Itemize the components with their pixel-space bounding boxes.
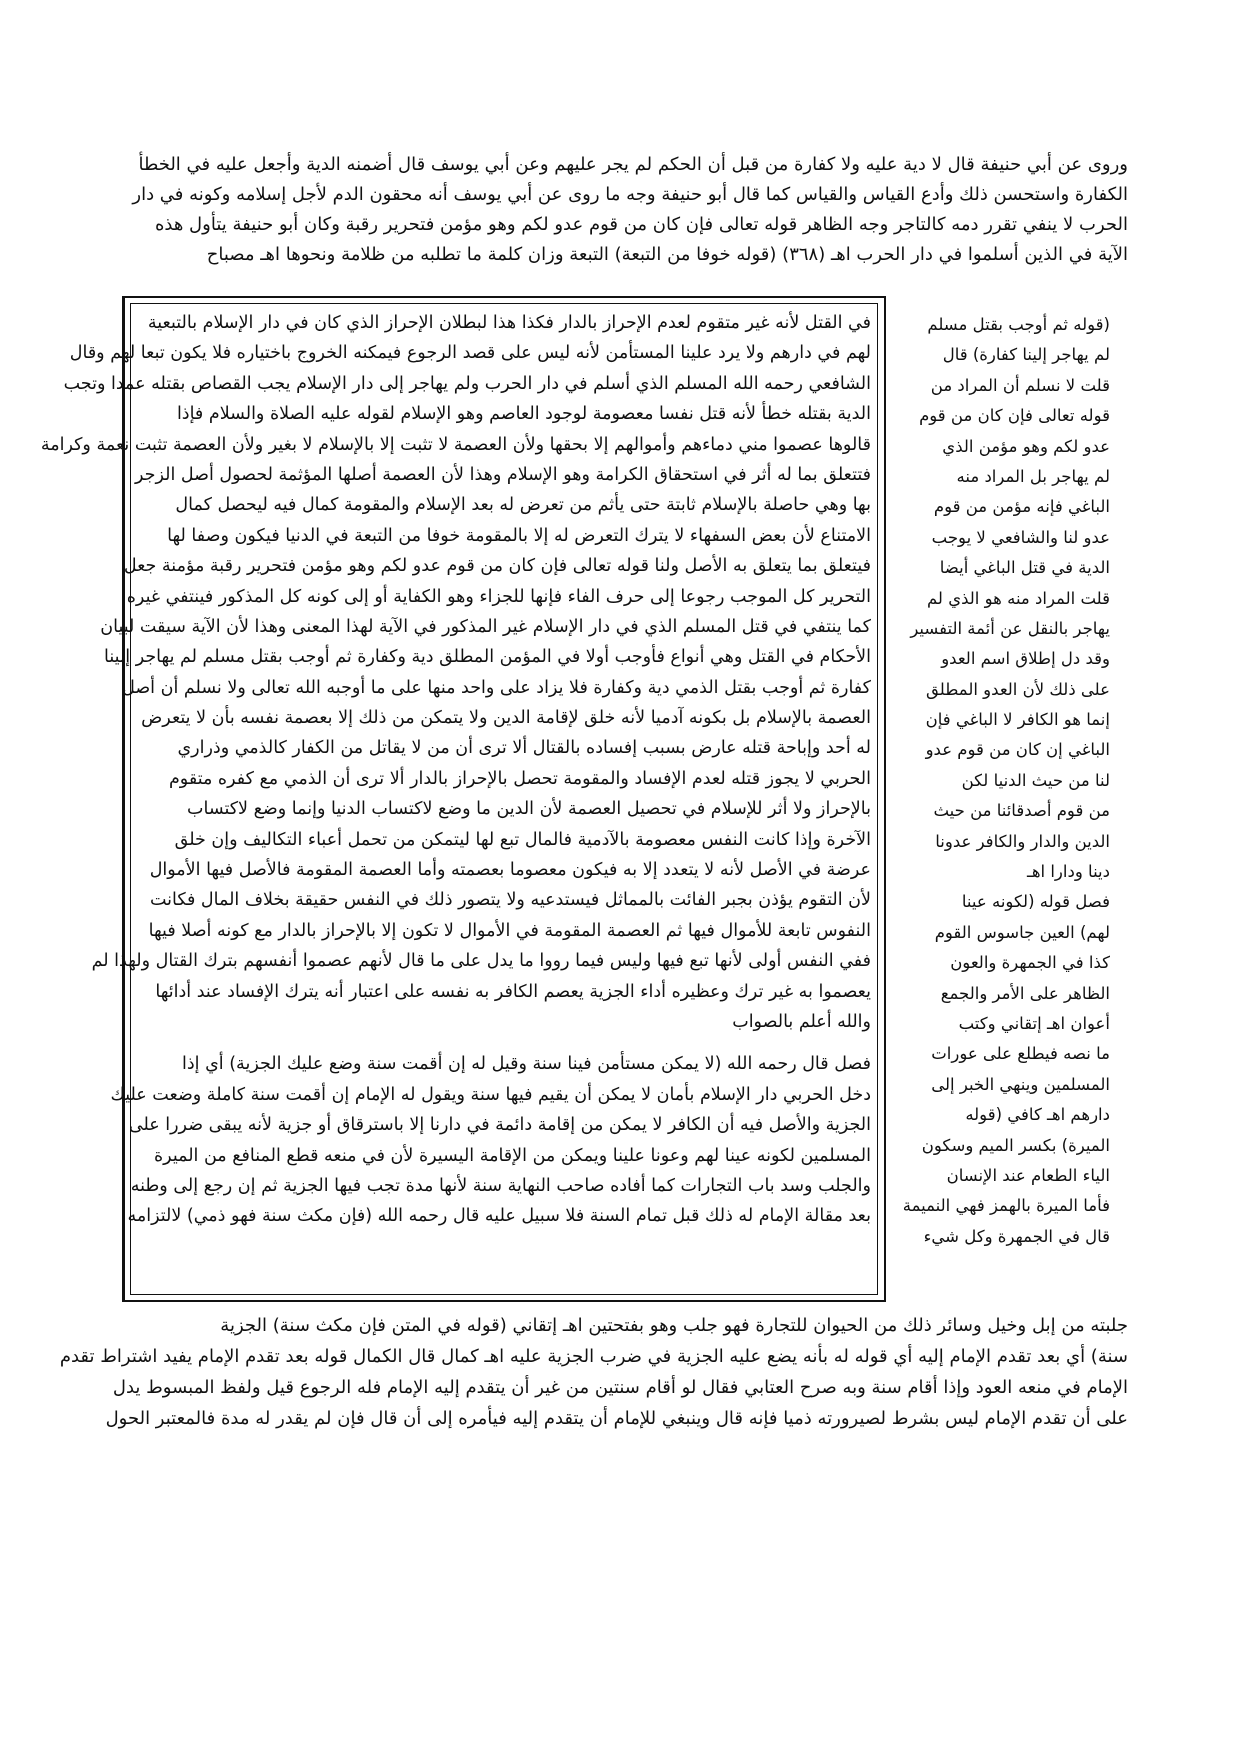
- main-text-line: الأحكام في القتل وهي أنواع فأوجب أولا في المؤمن المطلق دية وكفارة ثم أوجب بقتل مسلم لم يهاجر إلينا: [104, 647, 871, 668]
- main-text-line: بها وهي حاصلة بالإسلام ثابتة حتى يأثم من تعرض له بعد الإسلام والمقومة كمال فيه ليحصل كمال: [175, 495, 871, 516]
- commentary-line: المسلمين وينهي الخبر إلى: [931, 1074, 1110, 1094]
- commentary-line: الدين والدار والكافر عدونا: [935, 831, 1110, 851]
- main-text-line: الحربي لا يجوز قتله لعدم الإفساد والمقومة تحصل بالإحراز بالدار ألا ترى أن الذمي مع كفره متقوم: [168, 768, 871, 789]
- commentary-line: وروى عن أبي حنيفة قال لا دية عليه ولا كفارة من قبل أن الحكم لم يجر عليهم وعن أبي يوسف قال أضمنه الدية وأجعل عليه في الخطأ: [138, 154, 1128, 175]
- commentary-line: دارهم اهـ كافي (قوله: [965, 1105, 1110, 1125]
- commentary-line: الميرة) بكسر الميم وسكون: [921, 1135, 1110, 1155]
- commentary-line: الظاهر على الأمر والجمع: [940, 983, 1110, 1003]
- commentary-line: قوله تعالى فإن كان من قوم: [919, 406, 1110, 426]
- commentary-line: جلبته من إبل وخيل وسائر ذلك من الحيوان للتجارة فهو جلب وهو بفتحتين اهـ إتقاني (قوله في المتن فإن مكث سنة) الجزية: [220, 1315, 1128, 1336]
- main-text-line: الآخرة وإذا كانت النفس معصومة بالآدمية فالمال تبع لها ليتمكن من تحمل أعباء التكاليف وإن خلق: [174, 829, 871, 850]
- commentary-line: الياء الطعام عند الإنسان: [946, 1165, 1110, 1185]
- commentary-line: قال في الجمهرة وكل شيء: [923, 1226, 1110, 1246]
- commentary-line: من قوم أصدقائنا من حيث: [933, 801, 1110, 821]
- main-text-column: [40, 303, 878, 1295]
- top-margin-commentary: [128, 150, 1128, 270]
- commentary-line: لم يهاجر بل المراد منه: [956, 466, 1110, 486]
- commentary-line: أعوان اهـ إتقاني وكتب: [958, 1013, 1110, 1033]
- commentary-line: الكفارة واستحسن ذلك وأدع القياس والقياس كما قال أبو حنيفة وجه ما روى عن أبي يوسف أنه محقون الدم لأجل إسلامه وكونه في دار: [132, 184, 1128, 205]
- main-text-line: له أحد وإباحة قتله عارض بسبب إفساده بالقتال ألا ترى أن من لا يقاتل من الكفار كالذمي وذراري: [177, 738, 871, 759]
- commentary-line: يهاجر بالنقل عن أئمة التفسير: [910, 618, 1110, 638]
- main-text-line: دخل الحربي دار الإسلام بأمان لا يمكن أن يقيم فيها سنة ويقول له الإمام إن أقمت سنة كاملة وضعت عليك: [110, 1084, 871, 1105]
- main-text-line: في القتل لأنه غير متقوم لعدم الإحراز بالدار فكذا هذا لبطلان الإحراز الذي كان في دار الإسلام بالتبعية: [147, 313, 871, 333]
- commentary-line: الآية في الذين أسلموا في دار الحرب اهـ (٣٦٨) (قوله خوفا من التبعة) التبعة وزان كلمة ما تطلبه من ظلامة ونحوها اهـ مصباح: [206, 244, 1128, 265]
- main-text-line: قالوها عصموا مني دماءهم وأموالهم إلا بحقها ولأن العصمة لا تثبت إلا بالإسلام لا بغير ولأن العصمة تثبت نعمة وكرامة: [40, 434, 871, 455]
- section-heading-line: فصل قال رحمه الله (لا يمكن مستأمن فينا سنة وقيل له إن أقمت سنة وضع عليك الجزية) أي إذا: [182, 1054, 871, 1075]
- main-text-line: التحرير كل الموجب رجوعا إلى حرف الفاء فإنها للجزاء وهو الكفاية أو إلى كونه كل المذكور فينتفي غيره: [126, 586, 871, 607]
- commentary-line: لهم) العين جاسوس القوم: [934, 922, 1110, 942]
- main-text-line: كما ينتفي في قتل المسلم الذي في دار الإسلام غير المذكور في الآية لهذا المعنى وهذا لأن الآية سيقت لبيان: [100, 616, 871, 637]
- bottom-margin-commentary: [59, 1310, 1128, 1434]
- main-text-line: ففي النفس أولى لأنها تبع فيها وليس فيما رووا ما يدل على ما قال لأنهم عصموا أنفسهم بترك القتال ولهذا لم: [91, 951, 871, 972]
- main-text-line: يعصموا به غير ترك وعظيره أداء الجزية يعصم الكافر به نفسه على اعتبار أنه يترك الإفساد عند أدائها: [155, 981, 871, 1002]
- main-text-line: بعد مقالة الإمام له ذلك قبل تمام السنة فلا سبيل عليه قال رحمه الله (فإن مكث سنة فهو ذمي) لالتزامه: [127, 1206, 871, 1227]
- main-text-line: والجلب وسد باب التجارات كما أفاده صاحب النهاية سنة لأنها مدة تجب فيها الجزية ثم إن رجع إلى وطنه: [130, 1175, 871, 1196]
- commentary-line: سنة) أي بعد تقدم الإمام إليه أي قوله له بأنه يضع عليه الجزية في ضرب الجزية عليه اهـ كمال قال الكمال قوله بعد تقدم الإمام يفيد اشتراط تقدم: [59, 1346, 1128, 1367]
- commentary-line: ما نصه فيطلع على عورات: [931, 1044, 1110, 1064]
- side-margin-commentary: [900, 310, 1110, 1300]
- main-text-line: الامتناع لأن بعض السفهاء لا يترك التعرض له إلا بالمقومة خوفا من التبعة في الدنيا فيكون وصفا لها: [167, 525, 871, 546]
- commentary-line: على ذلك لأن العدو المطلق: [926, 679, 1110, 699]
- commentary-line: عدو لنا والشافعي لا يوجب: [931, 527, 1110, 547]
- main-text-line: لأن التقوم يؤذن بجبر الفائت بالمماثل فيستدعيه ولا يتصور ذلك في النفس حقيقة بخلاف المال فكانت: [149, 890, 871, 911]
- commentary-line: الباغي إن كان من قوم عدو: [925, 740, 1110, 760]
- main-text-line: الجزية والأصل فيه أن الكافر لا يمكن من إقامة دائمة في دارنا إلا باسترقاق أو جزية لأنه يبقى ضررا على: [128, 1115, 871, 1136]
- main-text-line: بالإحراز ولا أثر للإسلام في تحصيل العصمة لأن الدين ما وضع لاكتساب الدنيا وإنما وضع لاكتساب: [187, 799, 871, 820]
- commentary-line: قلت لا نسلم أن المراد من: [930, 375, 1110, 395]
- commentary-line: لنا من حيث الدنيا لكن: [961, 770, 1110, 790]
- main-text-line: العصمة بالإسلام بل بكونه آدميا لأنه خلق لإقامة الدين ولا يتمكن من ذلك إلا بعصمة نفسه بأن لا يتعرض: [141, 708, 871, 729]
- commentary-line: فصل قوله (لكونه عينا: [961, 892, 1110, 912]
- commentary-line: (قوله ثم أوجب بقتل مسلم: [927, 315, 1110, 334]
- main-text-line: الدية بقتله خطأ لأنه قتل نفسا معصومة لوجود العاصم وهو الإسلام لقوله عليه الصلاة والسلام فإذا: [176, 404, 871, 425]
- main-text-line: والله أعلم بالصواب: [732, 1011, 871, 1032]
- main-text-line: كفارة ثم أوجب بقتل الذمي دية وكفارة فلا يزاد على واحد منها على ما أوجبه الله تعالى ولا نسلم أن أصل: [122, 677, 871, 698]
- commentary-line: على أن تقدم الإمام ليس بشرط لصيرورته ذميا فإنه قال وينبغي للإمام أن يتقدم إليه فيأمره إلى أن قال فإن لم يقدر له مدة فالمعتبر الحول: [105, 1408, 1128, 1429]
- commentary-line: وقد دل إطلاق اسم العدو: [941, 649, 1110, 669]
- main-text-line: الشافعي رحمه الله المسلم الذي أسلم في دار الحرب ولم يهاجر إلى دار الإسلام يجب القصاص بقتله عمدا وتجب: [63, 373, 871, 394]
- commentary-line: الدية في قتل الباغي أيضا: [939, 558, 1110, 578]
- main-text-line: المسلمين لكونه عينا لهم وعونا علينا ويمكن من الإقامة اليسيرة لأن في منعه قطع المنافع من الميرة: [154, 1145, 871, 1166]
- main-text-line: عرضة في الأصل لأنه لا يتعدد إلا به فيكون معصوما بعصمته وأما العصمة المقومة فالأصل فيها الأموال: [149, 860, 871, 881]
- main-text-line: فتتعلق بما له أثر في استحقاق الكرامة وهو الإسلام وهذا لأن العصمة أصلها المؤثمة لحصول أصل الزجر: [135, 464, 871, 485]
- commentary-line: الإمام في منعه العود وإذا أقام سنة وبه صرح العتابي فقال لو أقام سنتين من غير أن يتقدم إليه الإمام فله الرجوع قيل ولفظ المبسوط يدل: [112, 1377, 1128, 1398]
- commentary-line: عدو لكم وهو مؤمن الذي: [942, 436, 1110, 456]
- commentary-line: قلت المراد منه هو الذي لم: [926, 588, 1110, 608]
- main-text-line: فيتعلق بما يتعلق به الأصل ولنا قوله تعالى فإن كان من قوم عدو لكم وهو مؤمن فتحرير رقبة مؤمنة جعل: [123, 556, 871, 577]
- main-text-line: النفوس تابعة للأموال فيها ثم العصمة المقومة في الأموال لا تكون إلا بالإحراز بالدار مع كونه أصلا فيها: [148, 920, 871, 941]
- main-text-line: لهم في دارهم ولا يرد علينا المستأمن لأنه ليس على قصد الرجوع فيمكنه الخروج باختياره فلا يكون تبعا لهم وقال: [69, 343, 871, 364]
- commentary-line: الباغي فإنه مؤمن من قوم: [933, 497, 1110, 517]
- commentary-line: الحرب لا ينفي تقرر دمه كالتاجر وجه الظاهر قوله تعالى فإن كان من قوم عدو لكم وهو مؤمن فتحرير رقبة وكان أبو حنيفة يتأول هذه: [154, 214, 1128, 235]
- commentary-line: فأما الميرة بالهمز فهي النميمة: [902, 1196, 1110, 1216]
- commentary-line: دينا ودارا اهـ: [1026, 862, 1110, 882]
- commentary-line: إنما هو الكافر لا الباغي فإن: [925, 710, 1110, 730]
- commentary-line: كذا في الجمهرة والعون: [950, 953, 1110, 973]
- commentary-line: لم يهاجر إلينا كفارة) قال: [942, 345, 1110, 365]
